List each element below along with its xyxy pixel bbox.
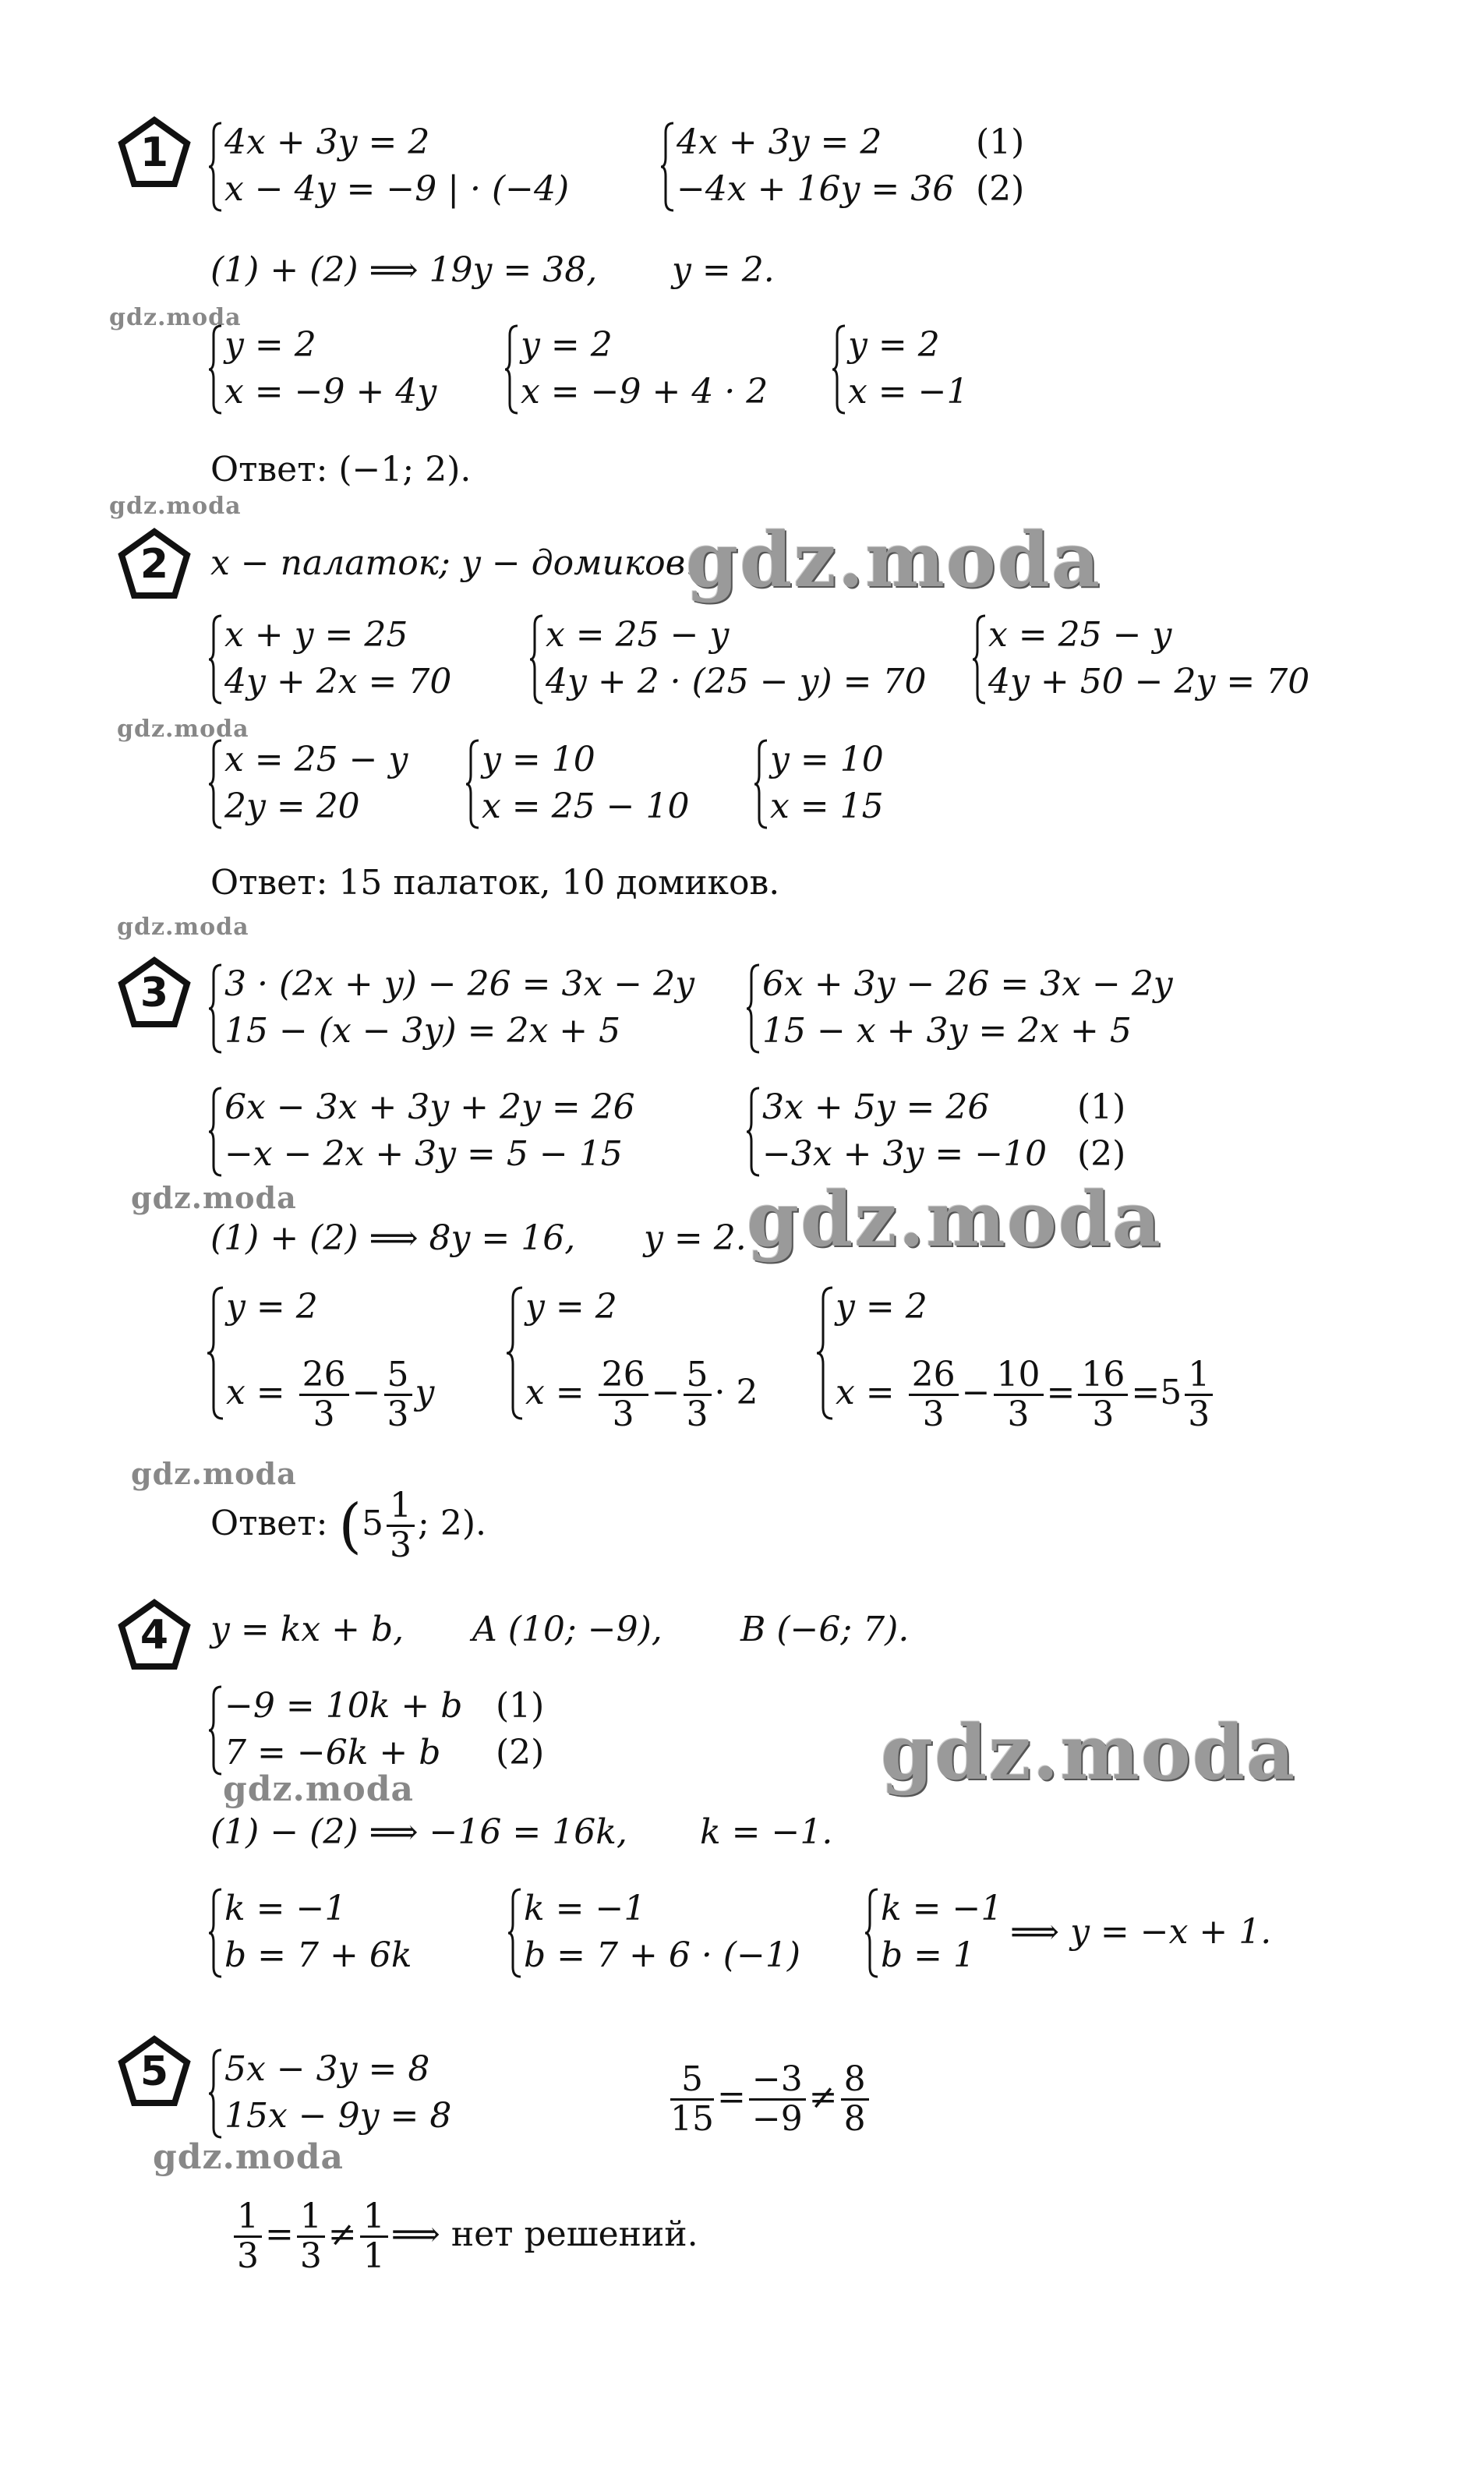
problem-number-text: 3 — [140, 970, 169, 1016]
fraction: $\frac{26}{3}$ — [299, 1356, 349, 1433]
watermark: gdz.moda — [117, 914, 249, 941]
answer-value: 15 палаток, 10 домиков. — [338, 863, 780, 903]
fraction: $\frac{1}{3}$ — [297, 2198, 325, 2275]
equation: 4x + 3y = 2 — [224, 122, 430, 162]
equation: 4y + 2x = 70 — [224, 662, 452, 702]
equation: 3x + 5y = 26 — [762, 1087, 990, 1127]
answer-label: Ответ: — [210, 863, 328, 903]
fraction: $\frac{8}{8}$ — [841, 2061, 869, 2138]
fraction: $\frac{5}{3}$ — [384, 1356, 412, 1433]
equation: 4y + 2 · (25 − y) = 70 — [546, 662, 927, 702]
problem-number-text: 5 — [140, 2048, 169, 2095]
equation-tag: (1) — [1077, 1087, 1126, 1127]
brace-icon — [209, 1087, 223, 1177]
equation: 4x + 3y = 2 — [677, 122, 882, 162]
problem-number-text: 1 — [140, 129, 169, 176]
fraction: $\frac{26}{3}$ — [909, 1356, 959, 1433]
ratio-comparison: $\frac{5}{15}$ = $\frac{-3}{-9}$ ≠ $\frac{8}{8}$ — [667, 2055, 872, 2140]
line-equation: y = kx + b, — [210, 1610, 405, 1649]
brace-icon — [747, 1087, 761, 1177]
brace-icon — [508, 1888, 522, 1978]
watermark: gdz.moda — [131, 1180, 297, 1215]
equation: b = 1 — [881, 1935, 975, 1975]
brace-icon — [209, 614, 223, 705]
equation: −3x + 3y = −10 — [762, 1134, 1048, 1174]
watermark: gdz.moda — [117, 716, 249, 743]
step-result: k = −1. — [700, 1812, 833, 1852]
equation-tag: (2) — [976, 169, 1025, 209]
equation-fraction: x = $\frac{26}{3}$ − $\frac{5}{3}$ y — [226, 1355, 435, 1434]
equation: y = 2 — [521, 325, 613, 365]
brace-icon — [209, 122, 223, 212]
brace-icon — [530, 614, 544, 705]
problem-number-4 — [117, 1598, 192, 1673]
watermark: gdz.moda — [153, 2137, 344, 2177]
x-equals: x = — [226, 1373, 285, 1412]
problem-number-text: 2 — [140, 541, 169, 588]
answer-3: Ответ: (5 $\frac{1}{3}$ ; 2). — [210, 1486, 487, 1565]
equation: x − 4y = −9 | · (−4) — [224, 169, 570, 209]
equation: x = −9 + 4 · 2 — [521, 372, 768, 412]
fraction: $\frac{16}{3}$ — [1078, 1356, 1128, 1433]
brace-icon — [209, 1888, 223, 1978]
equation: b = 7 + 6k — [224, 1935, 412, 1975]
watermark: gdz.moda — [747, 1175, 1163, 1263]
answer-1 — [210, 447, 471, 493]
equation: y = 2 — [226, 1287, 318, 1327]
equation: y = 2 — [848, 325, 940, 365]
brace-icon — [207, 1286, 224, 1420]
fraction: $\frac{1}{3}$ — [1185, 1356, 1213, 1433]
equation-tag: (1) — [976, 122, 1025, 162]
equation: 15x − 9y = 8 — [224, 2096, 452, 2136]
brace-icon — [973, 614, 987, 705]
brace-icon — [209, 324, 223, 415]
answer-2 — [210, 861, 779, 906]
equation: k = −1 — [881, 1889, 1003, 1928]
watermark: gdz.moda — [686, 516, 1102, 604]
brace-icon — [209, 1685, 223, 1776]
equation: x = 15 — [770, 786, 884, 826]
equation: 15 − x + 3y = 2x + 5 — [762, 1011, 1132, 1051]
equation: −9 = 10k + b — [224, 1686, 463, 1726]
brace-icon — [661, 122, 675, 212]
problem-number-1 — [117, 115, 192, 190]
equation: k = −1 — [224, 1889, 347, 1928]
equation: 6x − 3x + 3y + 2y = 26 — [224, 1087, 635, 1127]
equation-tag: (1) — [496, 1686, 545, 1726]
step: (1) + (2) ⟹ 19y = 38, — [210, 250, 598, 290]
brace-icon — [209, 963, 223, 1054]
equation: b = 7 + 6 · (−1) — [524, 1935, 800, 1975]
answer-value: ; 2). — [418, 1504, 487, 1543]
variable-x: x − палаток; — [210, 543, 450, 583]
fraction: $\frac{26}{3}$ — [599, 1356, 648, 1433]
equation: x + y = 25 — [224, 615, 408, 655]
watermark: gdz.moda — [109, 304, 242, 331]
equation: x = 25 − y — [988, 615, 1172, 655]
brace-icon — [507, 1286, 524, 1420]
point-b: B (−6; 7). — [740, 1610, 910, 1649]
watermark: gdz.moda — [881, 1709, 1297, 1797]
watermark: gdz.moda — [109, 493, 242, 520]
equation-tag: (2) — [496, 1733, 545, 1772]
equation: x = 25 − y — [224, 740, 408, 779]
equation: y = 2 — [224, 325, 316, 365]
step-result: y = 2. — [672, 250, 775, 290]
equation: 3 · (2x + y) − 26 = 3x − 2y — [224, 964, 694, 1004]
step-result: y = 2. — [644, 1218, 747, 1258]
brace-icon — [466, 739, 480, 829]
equation-fraction: x = $\frac{26}{3}$ − $\frac{10}{3}$ = $\frac{16}{3}$ =5 $\frac{1}{3}$ — [836, 1356, 1216, 1433]
answer-label: Ответ: — [210, 1504, 328, 1543]
watermark: gdz.moda — [131, 1456, 297, 1491]
equation: 15 − (x − 3y) = 2x + 5 — [224, 1011, 621, 1051]
equation-tag: (2) — [1077, 1134, 1126, 1174]
equation: 2y = 20 — [224, 786, 360, 826]
fraction: $\frac{-3}{-9}$ — [749, 2061, 806, 2138]
equation: 6x + 3y − 26 = 3x − 2y — [762, 964, 1173, 1004]
equation: x = 25 − 10 — [482, 786, 690, 826]
problem-number-3 — [117, 956, 192, 1030]
equation: 5x − 3y = 8 — [224, 2049, 430, 2089]
equation-fraction: x = $\frac{26}{3}$ − $\frac{5}{3}$ · 2 — [525, 1355, 758, 1434]
brace-icon — [865, 1888, 879, 1978]
brace-icon — [747, 963, 761, 1054]
conclusion-line: $\frac{1}{3}$ = $\frac{1}{3}$ ≠ $\frac{1}{1}$ ⟹ нет решений. — [231, 2192, 698, 2278]
equation: y = 10 — [770, 740, 884, 779]
watermark: gdz.moda — [223, 1769, 415, 1809]
answer-value: (−1; 2). — [338, 450, 472, 489]
brace-icon — [209, 739, 223, 829]
equation: −x − 2x + 3y = 5 − 15 — [224, 1134, 623, 1174]
fraction: $\frac{5}{15}$ — [670, 2059, 714, 2139]
fraction: $\frac{5}{3}$ — [684, 1356, 712, 1433]
result: ⟹ y = −x + 1. — [1010, 1912, 1272, 1952]
equation: k = −1 — [524, 1889, 646, 1928]
equation: y = 10 — [482, 740, 595, 779]
step: (1) + (2) ⟹ 8y = 16, — [210, 1218, 576, 1258]
fraction: $\frac{1}{3}$ — [234, 2198, 262, 2275]
conclusion: ⟹ нет решений. — [390, 2214, 698, 2254]
equation: y = 2 — [836, 1287, 928, 1327]
equation: x = −1 — [848, 372, 969, 412]
point-a: A (10; −9), — [472, 1610, 662, 1649]
problem-number-5 — [117, 2034, 192, 2109]
equation: 7 = −6k + b — [224, 1733, 441, 1772]
variable-y: y − домиков. — [461, 543, 697, 583]
y-variable: y — [415, 1373, 435, 1412]
equation: x = −9 + 4y — [224, 372, 437, 412]
equation: 4y + 50 − 2y = 70 — [988, 662, 1310, 702]
fraction: $\frac{1}{1}$ — [360, 2198, 388, 2275]
fraction: $\frac{1}{3}$ — [387, 1487, 415, 1564]
equation: y = 2 — [525, 1287, 617, 1327]
fraction: $\frac{10}{3}$ — [994, 1356, 1044, 1433]
problem-number-2 — [117, 527, 192, 602]
step: (1) − (2) ⟹ −16 = 16k, — [210, 1812, 627, 1852]
brace-icon — [505, 324, 519, 415]
answer-label: Ответ: — [210, 450, 328, 489]
problem-number-text: 4 — [140, 1612, 169, 1659]
equation: x = 25 − y — [546, 615, 730, 655]
equation: −4x + 16y = 36 — [677, 169, 955, 209]
brace-icon — [754, 739, 768, 829]
brace-icon — [817, 1286, 834, 1420]
brace-icon — [832, 324, 846, 415]
brace-icon — [209, 2048, 223, 2139]
